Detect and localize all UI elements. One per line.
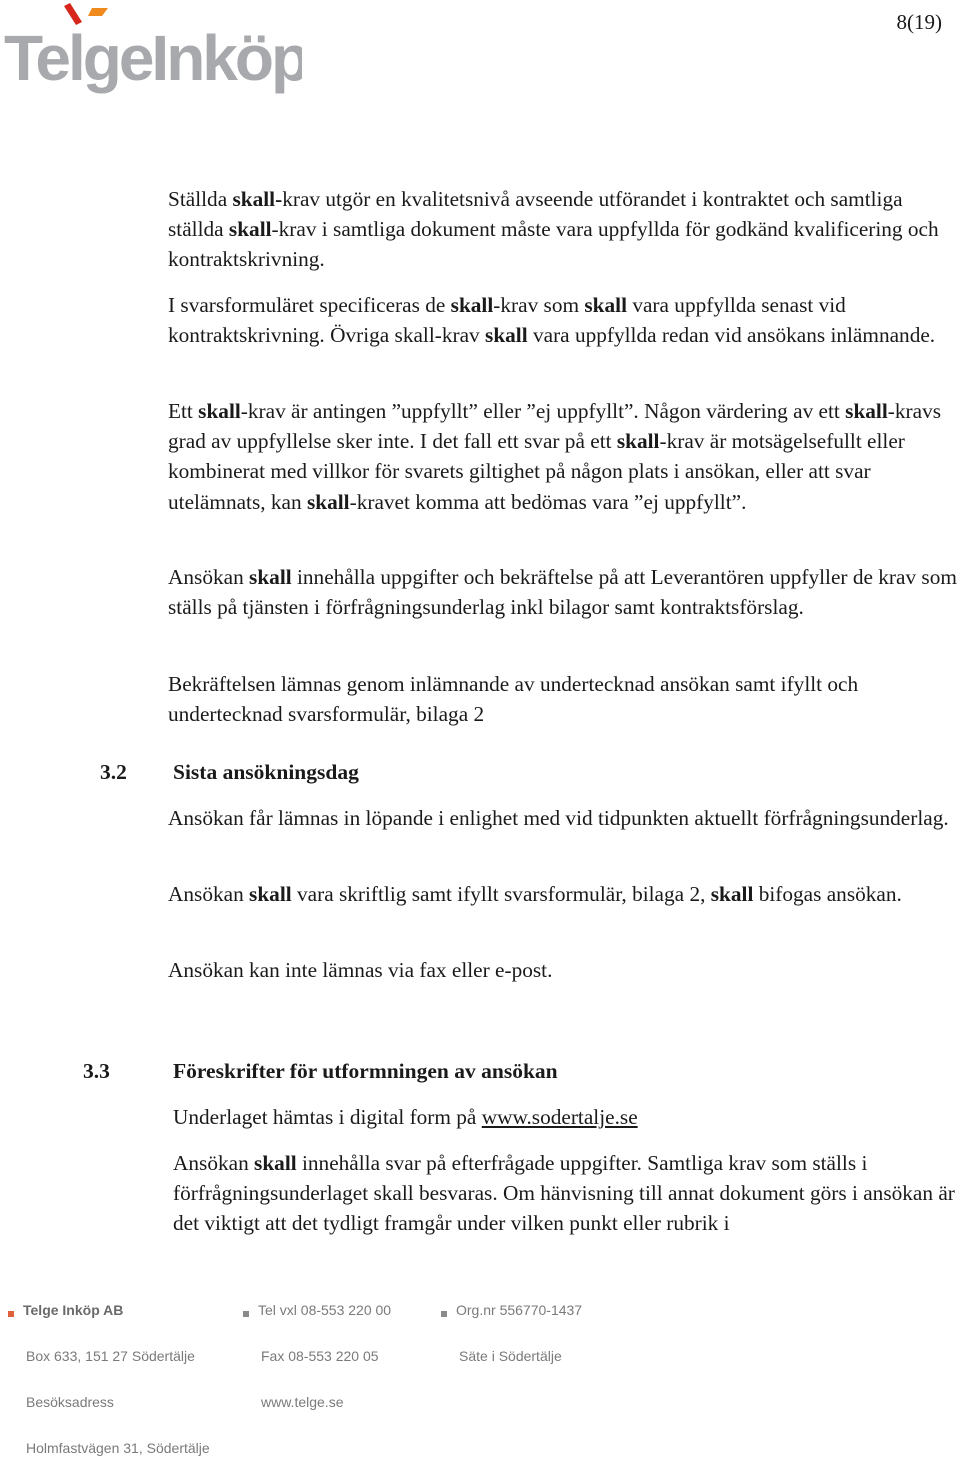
page-number: 8(19) (896, 10, 942, 34)
paragraph-underlaget: Underlaget hämtas i digital form på www.sodertalje.se (173, 1105, 638, 1129)
footer-visit-label: Besöksadress (26, 1394, 114, 1410)
paragraph-ansokan-innehall: Ansökan skall innehålla uppgifter och bekräftelse på att Leverantören uppfyller de krav som ställs på tjänsten i förfrågningsunderlag inkl bilagor samt kontraktsförslag. (168, 565, 957, 620)
paragraph-lopande: Ansökan får lämnas in löpande i enlighet med vid tidpunkten aktuellt förfrågningsunderlag. (168, 806, 949, 830)
logo-orange-stroke (88, 8, 108, 16)
page-footer (0, 1290, 960, 1460)
paragraph-efterfragade: Ansökan skall innehålla svar på efterfrågade uppgifter. Samtliga krav som ställs i förfrågningsunderlaget skall besvaras. Om hänvisning till annat dokument görs i ansökan är det viktigt att det tydligt framgår under vilken punkt eller rubrik i (173, 1151, 955, 1236)
section-heading-3-3 (83, 1056, 683, 1086)
paragraph-uppfyllt: Ett skall-krav är antingen ”uppfyllt” eller ”ej uppfyllt”. Någon värdering av ett skall-kravs grad av uppfyllelse sker inte. I det fall ett svar på ett skall-krav är motsägelsefullt eller kombinerat med villkor för svarets giltighet på någon plats i ansökan, eller att svar utelämnats, kan skall-kravet komma att bedömas vara ”ej uppfyllt”. (168, 399, 942, 514)
footer-org: Org.nr 556770-1437 (441, 1302, 582, 1318)
footer-street: Holmfastvägen 31, Södertälje (26, 1440, 210, 1456)
footer-tel: Tel vxl 08-553 220 00 (243, 1302, 391, 1318)
footer-box: Box 633, 151 27 Södertälje (26, 1348, 195, 1364)
footer-seat: Säte i Södertälje (459, 1348, 562, 1364)
section-title: Sista ansökningsdag (173, 760, 359, 784)
paragraph-skall-krav-intro: Ställda skall-krav utgör en kvalitetsnivå avseende utförandet i kontraktet och samtliga ställda skall-krav i samtliga dokument måste vara uppfyllda för godkänd kvalificering och kontraktskrivning. (168, 187, 939, 272)
paragraph-bekraftelse: Bekräftelsen lämnas genom inlämnande av undertecknad ansökan samt ifyllt och undertecknad svarsformulär, bilaga 2 (168, 672, 859, 727)
footer-web-link[interactable]: www.telge.se (261, 1394, 344, 1410)
section-title: Föreskrifter för utformningen av ansökan (173, 1059, 558, 1083)
paragraph-svarsformular: I svarsformuläret specificeras de skall-krav som skall vara uppfyllda senast vid kontraktskrivning. Övriga skall-krav skall vara uppfyllda redan vid ansökans inlämnande. (168, 293, 936, 348)
section-number: 3.2 (100, 760, 127, 784)
paragraph-fax: Ansökan kan inte lämnas via fax eller e-post. (168, 958, 553, 982)
bullet-icon (441, 1311, 447, 1317)
paragraph-skriftlig: Ansökan skall vara skriftlig samt ifyllt svarsformulär, bilaga 2, skall bifogas ansökan. (168, 882, 902, 906)
bullet-icon (8, 1311, 14, 1317)
section-number: 3.3 (83, 1059, 110, 1083)
sodertalje-link[interactable]: www.sodertalje.se (481, 1105, 638, 1129)
footer-company: Telge Inköp AB (8, 1302, 123, 1318)
logo-text: TelgeInköp (4, 22, 302, 94)
section-heading-3-2 (100, 757, 500, 787)
bullet-icon (243, 1311, 249, 1317)
telge-inkop-logo (2, 0, 302, 95)
footer-fax: Fax 08-553 220 05 (261, 1348, 379, 1364)
